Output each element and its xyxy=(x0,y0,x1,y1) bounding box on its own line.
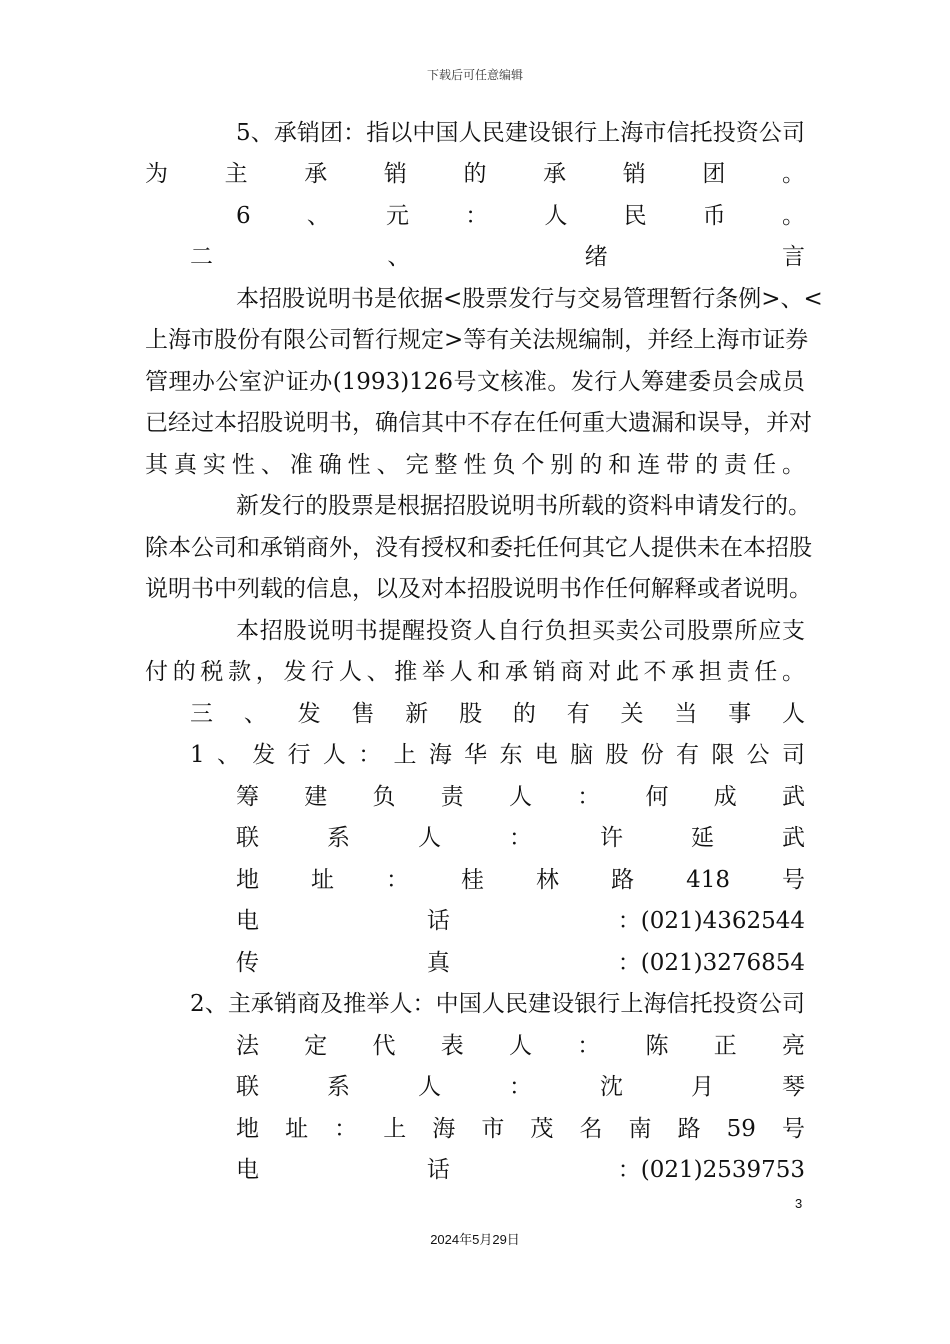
underwriter-address: 地址：上海市茂名南路59号 xyxy=(236,1116,805,1142)
issuer-phone-label-1: 电 xyxy=(236,908,259,934)
issuer-preparer: 筹建负责人：何成武 xyxy=(236,784,805,810)
paragraph-3-line-2: 付的税款，发行人、推举人和承销商对此不承担责任。 xyxy=(145,659,805,685)
underwriter-phone-label-1: 电 xyxy=(236,1157,259,1183)
issuer-phone-label-2: 话 xyxy=(426,908,450,934)
underwriter-contact: 联系人：沈月琴 xyxy=(236,1074,805,1100)
issuer-fax xyxy=(236,948,805,978)
issuer-phone xyxy=(236,906,805,936)
paragraph-1-line-5: 其真实性、准确性、完整性负个别的和连带的责任。 xyxy=(145,452,805,478)
underwriter-phone-label-2: 话 xyxy=(426,1157,450,1183)
page-header: 下载后可任意编辑 xyxy=(426,68,523,82)
issuer-contact: 联系人：许延武 xyxy=(236,825,805,851)
definition-5: 5、承销团：指以中国人民建设银行上海市信托投资公司 xyxy=(236,120,805,146)
paragraph-1-line-4: 已经过本招股说明书，确信其中不存在任何重大遗漏和误导，并对 xyxy=(145,410,812,436)
paragraph-1-line-1: 本招股说明书是依据<股票发行与交易管理暂行条例>、< xyxy=(236,286,823,312)
underwriter-phone-value: ：(021)2539753 xyxy=(617,1157,805,1183)
issuer-fax-value: ：(021)3276854 xyxy=(617,950,805,976)
paragraph-2-line-1: 新发行的股票是根据招股说明书所载的资料申请发行的。 xyxy=(236,493,811,519)
issuer-phone-value: ：(021)4362544 xyxy=(617,908,805,934)
issuer-fax-label-2: 真 xyxy=(426,950,450,976)
underwriter-line: 2、主承销商及推举人：中国人民建设银行上海信托投资公司 xyxy=(190,991,805,1017)
section-heading-3: 三、发售新股的有关当事人 xyxy=(190,701,805,727)
paragraph-1-line-2: 上海市股份有限公司暂行规定>等有关法规编制，并经上海市证券 xyxy=(145,327,809,353)
definition-6: 6、元：人民币。 xyxy=(236,203,805,229)
issuer-address: 地址：桂林路418号 xyxy=(236,867,805,893)
underwriter-representative: 法定代表人：陈正亮 xyxy=(236,1033,805,1059)
paragraph-2-line-2: 除本公司和承销商外，没有授权和委托任何其它人提供未在本招股 xyxy=(145,535,812,561)
underwriter-phone xyxy=(236,1155,805,1185)
issuer-line: 1、发行人：上海华东电脑股份有限公司 xyxy=(190,742,805,768)
section-heading-2: 二、绪言 xyxy=(190,244,805,270)
paragraph-1-line-3: 管理办公室沪证办(1993)126号文核准。发行人筹建委员会成员 xyxy=(145,369,805,395)
paragraph-3-line-1: 本招股说明书提醒投资人自行负担买卖公司股票所应支 xyxy=(236,618,805,644)
issuer-fax-label-1: 传 xyxy=(236,950,259,976)
definition-5-continued: 为主承销的承销团。 xyxy=(145,161,805,187)
footer-date: 2024年5月29日 xyxy=(430,1232,520,1247)
paragraph-2-line-3: 说明书中列载的信息，以及对本招股说明书作任何解释或者说明。 xyxy=(145,576,812,602)
page-number: 3 xyxy=(795,1196,803,1211)
